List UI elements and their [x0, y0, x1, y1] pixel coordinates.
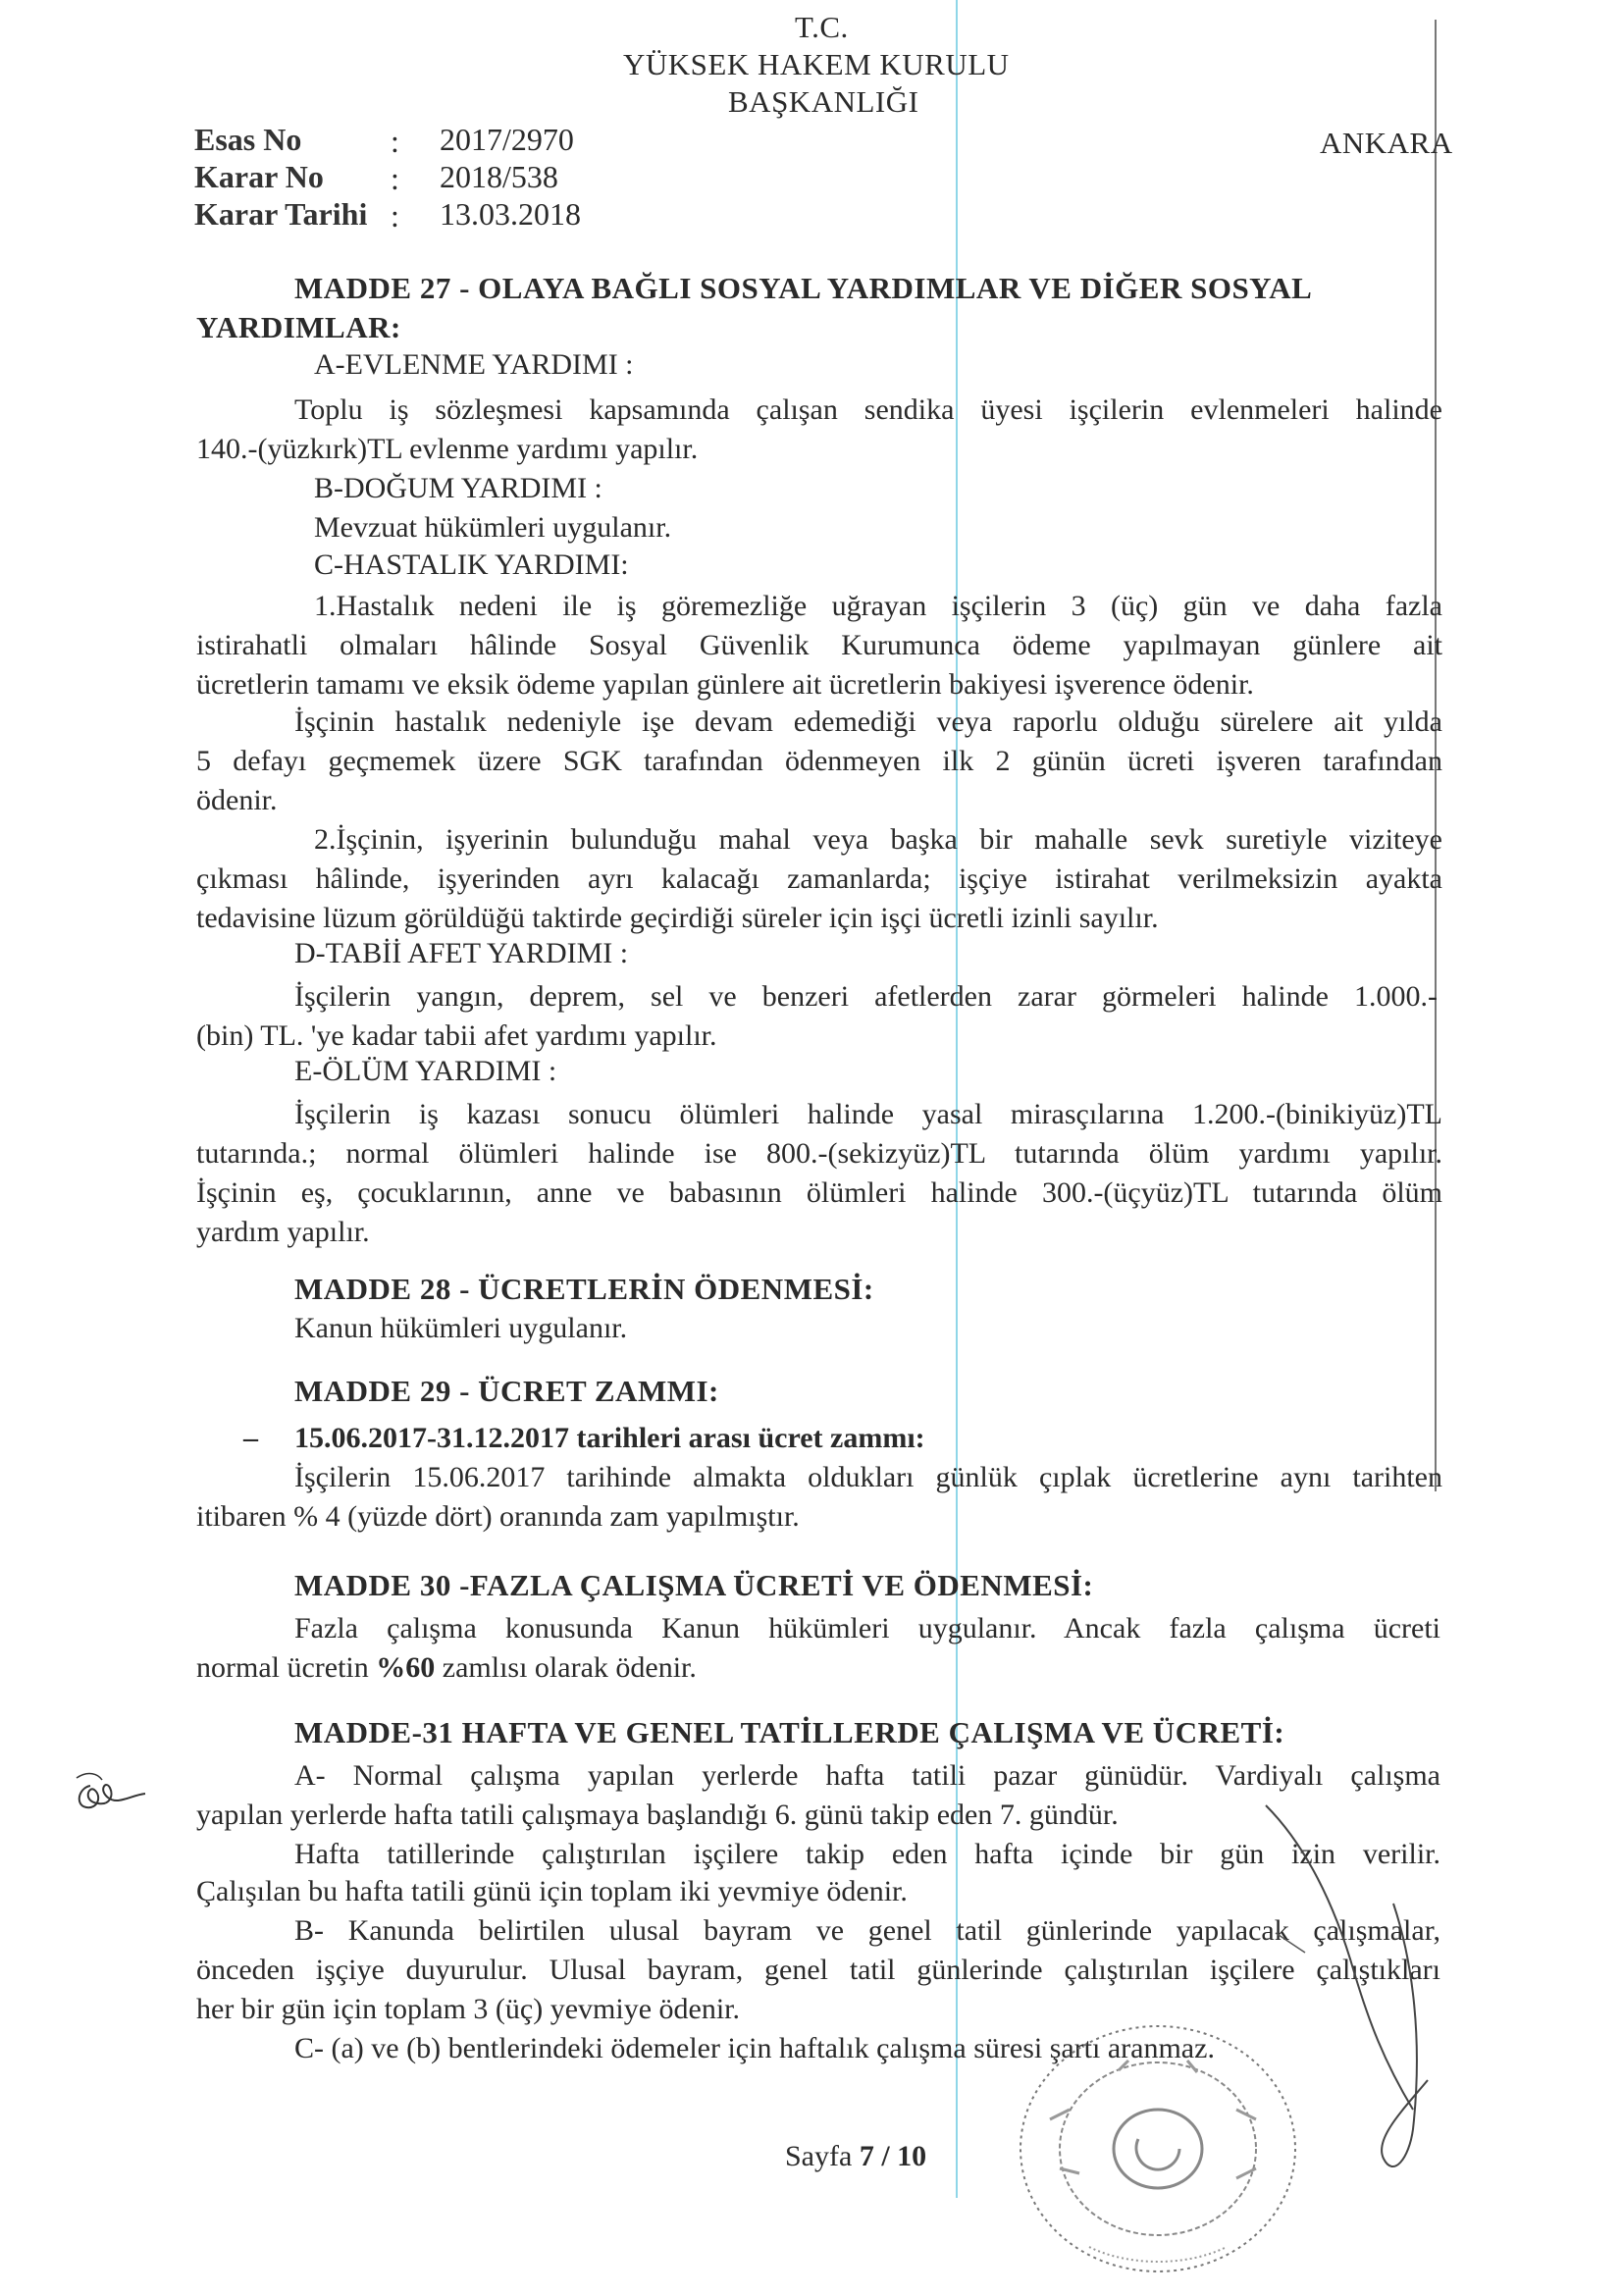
section-c1-line-3: ücretlerin tamamı ve eksik ödeme yapılan günlere ait ücretlerin bakiyesi işverence ödenir. [196, 668, 1254, 701]
header-court-name: YÜKSEK HAKEM KURULU [623, 47, 1010, 81]
madde29-heading: MADDE 29 - ÜCRET ZAMMI: [294, 1374, 719, 1408]
page-label: Sayfa [785, 2140, 860, 2172]
section-d-line-1: İşçilerin yangın, deprem, sel ve benzeri afetlerden zarar görmeleri halinde 1.000.- [294, 980, 1438, 1013]
madde31-heading: MADDE-31 HAFTA VE GENEL TATİLLERDE ÇALIŞMA VE ÜCRETİ: [294, 1715, 1285, 1749]
section-e-line-1: İşçilerin iş kazası sonucu ölümleri halinde yasal mirasçılarına 1.200.-(binikiyüz)TL [294, 1098, 1442, 1130]
section-e-title: E-ÖLÜM YARDIMI : [294, 1055, 557, 1087]
madde30-line-2a: normal ücretin [196, 1651, 377, 1684]
madde30-percentage: %60 [376, 1651, 436, 1684]
section-a-title: A-EVLENME YARDIMI : [314, 348, 634, 381]
signature [1246, 1786, 1442, 2198]
section-c1-line-1: 1.Hastalık nedeni ile iş göremezliğe uğrayan işçilerin 3 (üç) gün ve daha fazla [314, 590, 1442, 622]
section-b-text: Mevzuat hükümleri uygulanır. [314, 511, 672, 544]
tarih-label: Karar Tarihi [194, 196, 368, 232]
handwritten-initials [69, 1756, 177, 1825]
madde31-a-line-1: A- Normal çalışma yapılan yerlerde hafta tatili pazar günüdür. Vardiyalı çalışma [294, 1759, 1440, 1792]
section-a-text-2: 140.-(yüzkırk)TL evlenme yardımı yapılır. [196, 433, 699, 465]
madde30-heading: MADDE 30 -FAZLA ÇALIŞMA ÜCRETİ VE ÖDENMESİ: [294, 1568, 1094, 1602]
madde31-b-line-1: B- Kanunda belirtilen ulusal bayram ve genel tatil günlerinde yapılacak çalışmalar, [294, 1914, 1440, 1947]
madde28-heading: MADDE 28 - ÜCRETLERİN ÖDENMESİ: [294, 1272, 874, 1306]
section-c2-line-1: 2.İşçinin, işyerinin bulunduğu mahal veya başka bir mahalle sevk suretiyle viziteye [314, 823, 1442, 856]
madde29-dash: – [243, 1422, 258, 1454]
section-e-line-3: İşçinin eş, çocuklarının, anne ve babasının ölümleri halinde 300.-(üçyüz)TL tutarında ölüm [196, 1176, 1442, 1209]
karar-colon: : [391, 161, 399, 196]
tarih-colon: : [391, 198, 399, 234]
section-c1b-line-2: 5 defayı geçmemek üzere SGK tarafından ödenmeyen ilk 2 günün ücreti işveren tarafından [196, 745, 1442, 777]
esas-colon: : [391, 124, 399, 159]
madde30-line-2c: zamlısı olarak ödenir. [435, 1651, 697, 1684]
header-tc: T.C. [795, 10, 849, 44]
madde30-line-2 [196, 1648, 697, 1688]
page-count: 7 / 10 [859, 2140, 927, 2172]
madde29-line-2: itibaren % 4 (yüzde dört) oranında zam yapılmıştır. [196, 1500, 800, 1533]
madde28-text: Kanun hükümleri uygulanır. [294, 1312, 628, 1344]
tarih-value: 13.03.2018 [440, 196, 581, 232]
madde31-b-line-3: her bir gün için toplam 3 (üç) yevmiye ödenir. [196, 1993, 741, 2025]
section-c1b-line-3: ödenir. [196, 784, 278, 816]
section-c1b-line-1: İşçinin hastalık nedeniyle işe devam edemediği veya raporlu olduğu sürelere ait yılda [294, 705, 1442, 738]
section-d-line-2: (bin) TL. 'ye kadar tabii afet yardımı yapılır. [196, 1019, 717, 1052]
section-c2-line-2: çıkması hâlinde, işyerinden ayrı kalacağı zamanlarda; işçiye istirahat verilmeksizin ayakta [196, 862, 1442, 895]
madde31-a2-line-1: Hafta tatillerinde çalıştırılan işçilere takip eden hafta içinde bir gün izin verilir. [294, 1838, 1440, 1870]
madde27-heading-cont: YARDIMLAR: [196, 310, 401, 344]
section-c2-line-3: tedavisine lüzum görüldüğü taktirde geçirdiği süreler için işçi ücretli izinli sayılır. [196, 902, 1159, 934]
madde30-line-1: Fazla çalışma konusunda Kanun hükümleri uygulanır. Ancak fazla çalışma ücreti [294, 1612, 1440, 1644]
section-c-title: C-HASTALIK YARDIMI: [314, 548, 629, 581]
page-number [785, 2137, 926, 2176]
section-e-line-4: yardım yapılır. [196, 1216, 370, 1248]
section-e-line-2: tutarında.; normal ölümleri halinde ise 800.-(sekizyüz)TL tutarında ölüm yardımı yapılır. [196, 1137, 1442, 1170]
header-presidency: BAŞKANLIĞI [728, 84, 919, 119]
karar-label: Karar No [194, 159, 324, 194]
madde31-a-line-2: yapılan yerlerde hafta tatili çalışmaya başlandığı 6. günü takip eden 7. gündür. [196, 1799, 1119, 1831]
madde31-c-line-1: C- (a) ve (b) bentlerindeki ödemeler için haftalık çalışma süresi şartı aranmaz. [294, 2032, 1215, 2064]
section-a-text-1: Toplu iş sözleşmesi kapsamında çalışan sendika üyesi işçilerin evlenmeleri halinde [294, 393, 1442, 426]
madde27-heading: MADDE 27 - OLAYA BAĞLI SOSYAL YARDIMLAR VE DİĞER SOSYAL [294, 271, 1313, 305]
madde29-subheading: 15.06.2017-31.12.2017 tarihleri arası ücret zammı: [294, 1422, 925, 1454]
karar-value: 2018/538 [440, 159, 558, 194]
madde29-line-1: İşçilerin 15.06.2017 tarihinde almakta oldukları günlük çıplak ücretlerine aynı tarihten [294, 1461, 1442, 1493]
esas-value: 2017/2970 [440, 122, 574, 157]
header-city: ANKARA [1320, 126, 1453, 160]
madde31-b-line-2: önceden işçiye duyurulur. Ulusal bayram, genel tatil günlerinde çalıştırılan işçilere çalıştıkları [196, 1954, 1440, 1986]
section-d-title: D-TABİİ AFET YARDIMI : [294, 937, 629, 969]
madde31-a2-line-2: Çalışılan bu hafta tatili günü için toplam iki yevmiye ödenir. [196, 1875, 908, 1907]
esas-label: Esas No [194, 122, 302, 157]
section-b-title: B-DOĞUM YARDIMI : [314, 472, 602, 504]
section-c1-line-2: istirahatli olmaları hâlinde Sosyal Güvenlik Kurumunca ödeme yapılmayan günlere ait [196, 629, 1442, 661]
